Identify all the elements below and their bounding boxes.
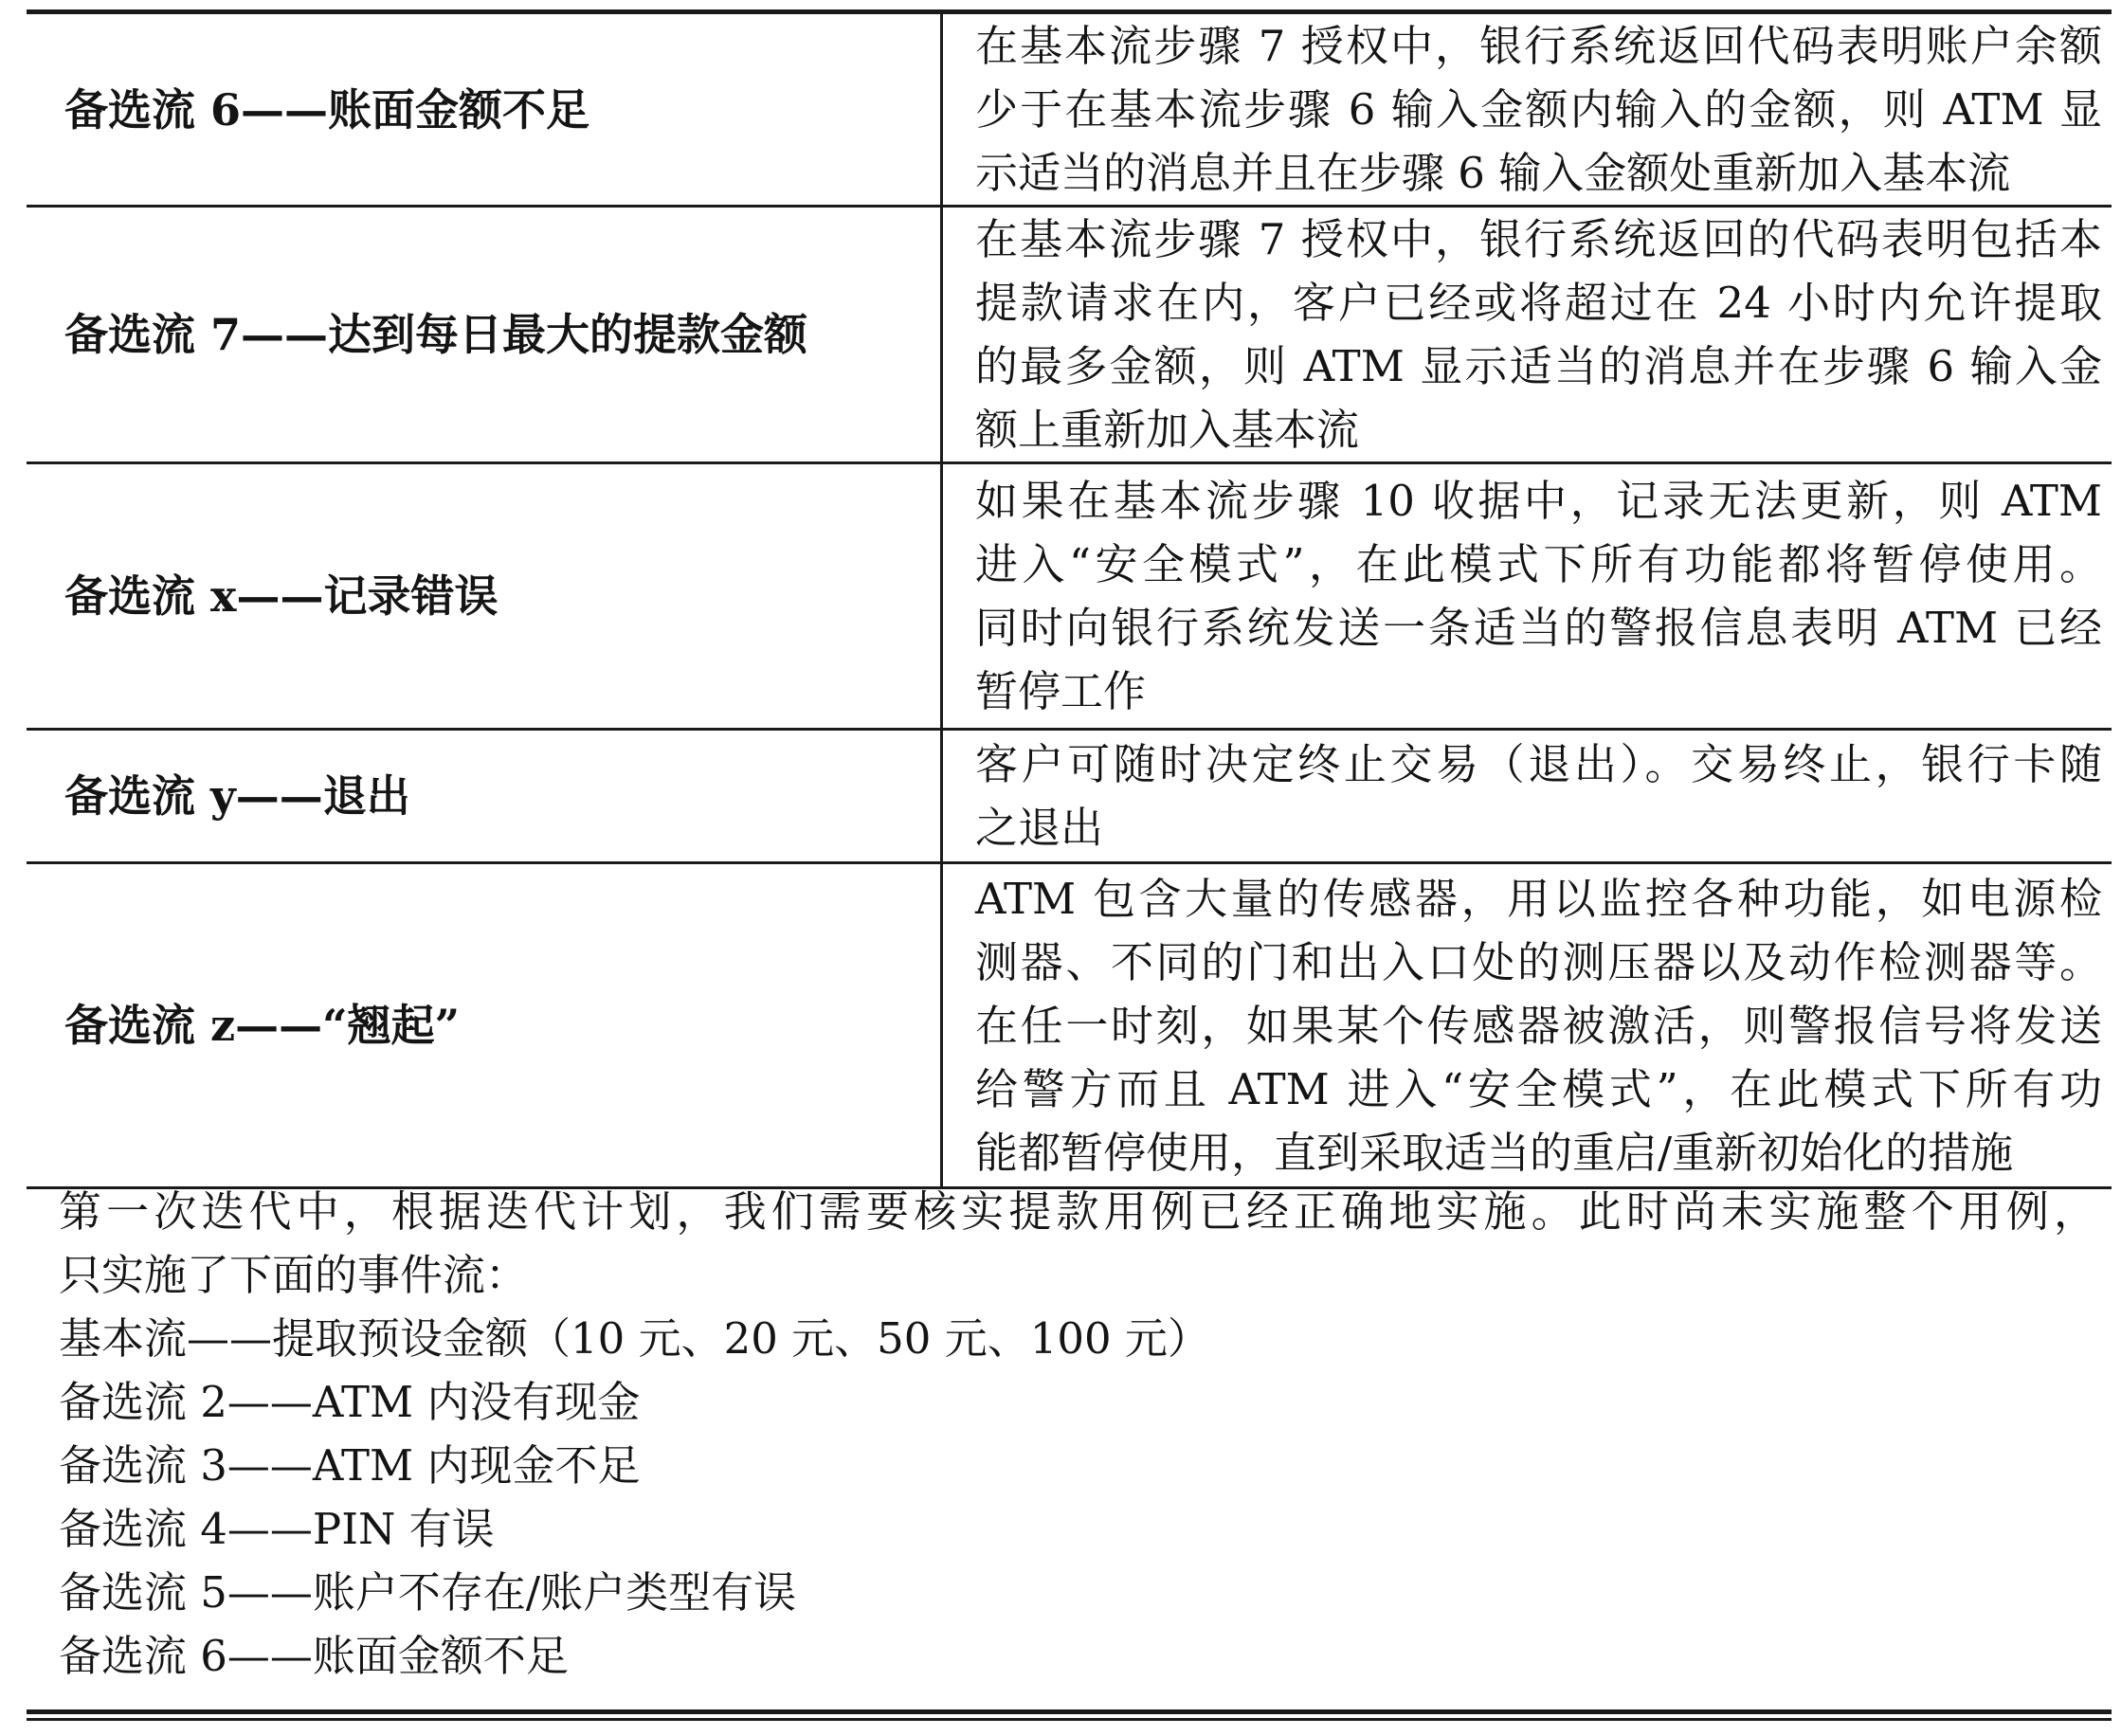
flow-name-cell: 备选流 6——账面金额不足 — [27, 14, 942, 207]
implemented-flow-item: 备选流 2——ATM 内没有现金 — [59, 1377, 641, 1427]
flow-description-cell — [942, 463, 2112, 730]
table-bottom-rule — [27, 1709, 2112, 1714]
description-line: 提款请求在内，客户已经或将超过在 24 小时内允许提取 — [975, 278, 2102, 328]
implemented-flow-item: 备选流 6——账面金额不足 — [59, 1631, 569, 1681]
flow-name-cell: 备选流 x——记录错误 — [27, 463, 942, 730]
description-line: 示适当的消息并且在步骤 6 输入金额处重新加入基本流 — [975, 148, 2011, 198]
implemented-flow-item: 基本流——提取预设金额（10 元、20 元、50 元、100 元） — [59, 1313, 1210, 1364]
flow-description-cell — [942, 730, 2112, 863]
flow-description-cell — [942, 207, 2112, 463]
table-row — [27, 207, 2112, 463]
flow-name-cell: 备选流 z——“翘起” — [27, 863, 942, 1188]
description-line: 能都暂停使用，直到采取适当的重启/重新初始化的措施 — [975, 1127, 2014, 1178]
document-page — [27, 0, 2121, 1736]
table-row — [27, 863, 2112, 1188]
description-line: 额上重新加入基本流 — [975, 405, 1360, 455]
table-bottom-rule-thin — [27, 1718, 2112, 1721]
description-line: ATM 包含大量的传感器，用以监控各种功能，如电源检 — [975, 873, 2102, 924]
flow-description-cell — [942, 14, 2112, 207]
table-row — [27, 730, 2112, 863]
description-line: 之退出 — [975, 803, 1104, 853]
iteration-summary — [59, 1180, 2096, 1688]
summary-intro-line: 只实施了下面的事件流： — [59, 1250, 529, 1300]
description-line: 暂停工作 — [975, 666, 1147, 716]
implemented-flow-item: 备选流 4——PIN 有误 — [59, 1504, 495, 1554]
table-row — [27, 463, 2112, 730]
flow-name-cell: 备选流 y——退出 — [27, 730, 942, 863]
description-line: 给警方而且 ATM 进入“安全模式”，在此模式下所有功 — [975, 1063, 2102, 1114]
flow-name-cell: 备选流 7——达到每日最大的提款金额 — [27, 207, 942, 463]
description-line: 同时向银行系统发送一条适当的警报信息表明 ATM 已经 — [975, 603, 2102, 653]
description-line: 在基本流步骤 7 授权中，银行系统返回代码表明账户余额 — [975, 21, 2102, 71]
description-line: 客户可随时决定终止交易（退出）。交易终止，银行卡随 — [975, 739, 2102, 789]
description-line: 少于在基本流步骤 6 输入金额内输入的金额，则 ATM 显 — [975, 84, 2102, 135]
implemented-flow-item: 备选流 5——账户不存在/账户类型有误 — [59, 1567, 797, 1618]
description-line: 进入“安全模式”，在此模式下所有功能都将暂停使用。 — [975, 539, 2102, 589]
description-line: 的最多金额，则 ATM 显示适当的消息并在步骤 6 输入金 — [975, 341, 2102, 391]
description-line: 测器、不同的门和出入口处的测压器以及动作检测器等。 — [975, 936, 2102, 987]
table-row — [27, 14, 2112, 207]
alternate-flows-table — [27, 14, 2112, 1189]
description-line: 如果在基本流步骤 10 收据中，记录无法更新，则 ATM — [975, 476, 2102, 526]
summary-intro-line: 第一次迭代中，根据迭代计划，我们需要核实提款用例已经正确地实施。此时尚未实施整个用例， — [59, 1186, 2096, 1237]
implemented-flow-item: 备选流 3——ATM 内现金不足 — [59, 1440, 641, 1491]
description-line: 在基本流步骤 7 授权中，银行系统返回的代码表明包括本 — [975, 214, 2102, 264]
flow-description-cell — [942, 863, 2112, 1188]
description-line: 在任一时刻，如果某个传感器被激活，则警报信号将发送 — [975, 1000, 2102, 1051]
